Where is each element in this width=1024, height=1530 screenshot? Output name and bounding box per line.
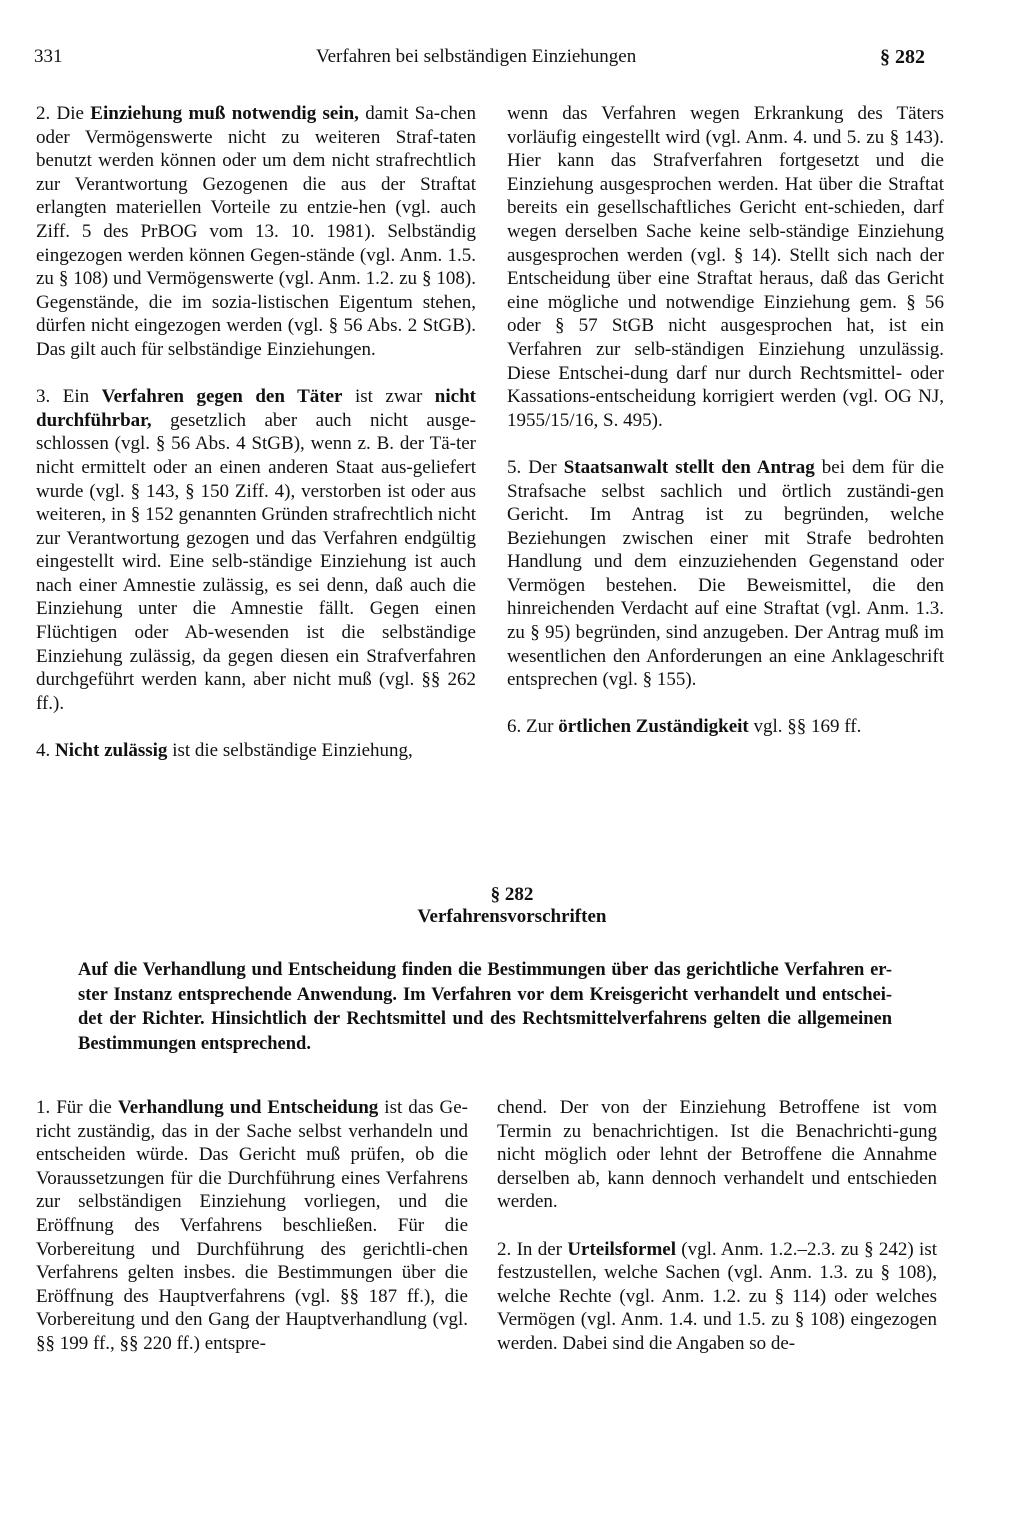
note-paragraph: wenn das Verfahren wegen Erkrankung des Täters vorläufig eingestellt wird (vgl. Anm. 4. und 5. zu § 143). Hier kann das Strafverfahren fortgesetzt und die Einziehung ausgesprochen werden. Hat über die Straftat bereits ein gesellschaftliches Gericht ent-schieden, darf wegen derselben Sache keine selb-ständige Einziehung ausgesprochen werden (vgl. § 14). Stellt sich nach der Entscheidung über eine Straftat heraus, daß das Gericht eine mögliche und notwendige Einziehung gem. § 56 oder § 57 StGB nicht ausgesprochen hat, ist ein Verfahren zur selb-ständigen Einziehung unzulässig. Diese Entschei-dung darf nur durch Rechtsmittel- oder Kassations-entscheidung korrigiert werden (vgl. OG NJ, 1955/15/16, S. 495). [507, 103, 944, 431]
note-paragraph: 2. In der Urteilsformel (vgl. Anm. 1.2.–2.3. zu § 242) ist festzustellen, welche Sachen (vgl. Anm. 1.3. zu § 108), welche Rechte (vgl. Anm. 1.2. zu § 114) oder welches Vermögen (vgl. Anm. 1.4. und 1.5. zu § 108) eingezogen werden. Dabei sind die Angaben so de- [497, 1238, 937, 1354]
statute-number: § 282 [490, 884, 534, 905]
statute-title: Verfahrensvorschriften [417, 906, 607, 927]
note-paragraph: 2. Die Einziehung muß notwendig sein, damit Sa-chen oder Vermögenswerte nicht zu weiteren Straf-taten benutzt werden können oder um dem nicht strafrechtlich zur Verantwortung Gezogenen die aus der Straftat erlangten materiellen Vorteile zu entzie-hen (vgl. auch Ziff. 5 des PrBOG vom 13. 10. 1981). Selbständig eingezogen werden können Gegen-stände (vgl. Anm. 1.5. zu § 108) und Vermögenswerte (vgl. Anm. 1.2. zu § 108). Gegenstände, die im sozia-listischen Eigentum stehen, dürfen nicht eingezogen werden (vgl. § 56 Abs. 2 StGB). Das gilt auch für selbständige Einziehungen. [36, 103, 476, 360]
emphasis: Einziehung muß notwendig sein, [90, 103, 359, 124]
note-paragraph: 4. Nicht zulässig ist die selbständige Einziehung, [36, 740, 413, 762]
commentary-column-right-top [507, 102, 944, 739]
page-number: 331 [34, 46, 63, 67]
emphasis: nicht durchführbar, [36, 386, 476, 431]
statute-text: Auf die Verhandlung und Entscheidung finden die Bestimmungen über das gerichtliche Verfahren er-ster Instanz entsprechende Anwendung. Im Verfahren vor dem Kreisgericht verhandelt und entschei-det der Richter. Hinsichtlich der Rechtsmittel und des Rechtsmittelverfahrens gelten die allgemeinen Bestimmungen entsprechend. [78, 960, 892, 1054]
emphasis: örtlichen Zuständigkeit [558, 716, 749, 738]
page-header [0, 46, 1024, 76]
section-marker: § 282 [880, 46, 925, 68]
emphasis: Verfahren gegen den Täter [101, 386, 343, 408]
commentary-column-left-top [36, 102, 476, 763]
commentary-column-left-bottom [36, 1096, 468, 1356]
emphasis: Staatsanwalt stellt den Antrag [563, 456, 815, 478]
note-paragraph: 5. Der Staatsanwalt stellt den Antrag bei dem für die Strafsache selbst sachlich und örtlich zuständi-gen Gericht. Im Antrag ist zu begründen, welche Beziehungen zwischen einer mit Strafe bedrohten Handlung und dem einzuziehenden Gegenstand oder Vermögen bestehen. Die Beweismittel, die den hinreichenden Verdacht auf eine Straftat (vgl. Anm. 1.3. zu § 95) begründen, sind anzugeben. Der Antrag muß im wesentlichen den Anforderungen an eine Anklageschrift entsprechen (vgl. § 155). [507, 456, 945, 691]
running-title: Verfahren bei selbständigen Einziehungen [316, 46, 637, 67]
note-paragraph: 1. Für die Verhandlung und Entscheidung ist das Ge-richt zuständig, das in der Sache selbst verhandeln und entscheiden würde. Das Gericht muß prüfen, ob die Voraussetzungen für die Durchführung eines Verfahrens zur selbständigen Einziehung vorliegen, und die Eröffnung des Verfahrens beschließen. Für die Vorbereitung und Durchführung des gerichtli-chen Verfahrens gelten insbes. die Bestimmungen über die Eröffnung des Hauptverfahrens (vgl. §§ 187 ff.), die Vorbereitung und den Gang der Hauptverhandlung (vgl. §§ 199 ff., §§ 220 ff.) entspre- [36, 1097, 469, 1354]
emphasis: Urteilsformel [567, 1238, 676, 1260]
emphasis: Nicht zulässig [55, 740, 168, 762]
note-paragraph: 6. Zur örtlichen Zuständigkeit vgl. §§ 169 ff. [507, 716, 862, 738]
commentary-column-right-bottom [497, 1096, 937, 1356]
emphasis: Verhandlung und Entscheidung [117, 1097, 379, 1118]
note-paragraph: chend. Der von der Einziehung Betroffene ist vom Termin zu benachrichtigen. Ist die Benachrichti-gung nicht möglich oder lehnt der Betroffene die Annahme derselben ab, kann dennoch verhandelt und entschieden werden. [497, 1097, 937, 1213]
note-paragraph: 3. Ein Verfahren gegen den Täter ist zwar nicht durchführbar, gesetzlich aber auch nicht ausge-schlossen (vgl. § 56 Abs. 4 StGB), wenn z. B. der Tä-ter nicht ermittelt oder an einen anderen Staat aus-geliefert wurde (vgl. § 143, § 150 Ziff. 4), verstorben ist oder aus weiteren, in § 152 genannten Gründen strafrechtlich nicht zur Verantwortung gezogen und das Verfahren endgültig eingestellt wird. Eine selb-ständige Einziehung ist auch nach einer Amnestie zulässig, es sei denn, daß auch die Einziehung unter die Amnestie fällt. Gegen einen Flüchtigen oder Ab-wesenden ist die selbständige Einziehung zulässig, da gegen diesen ein Strafverfahren durchgeführt werden kann, aber nicht muß (vgl. §§ 262 ff.). [36, 386, 476, 714]
